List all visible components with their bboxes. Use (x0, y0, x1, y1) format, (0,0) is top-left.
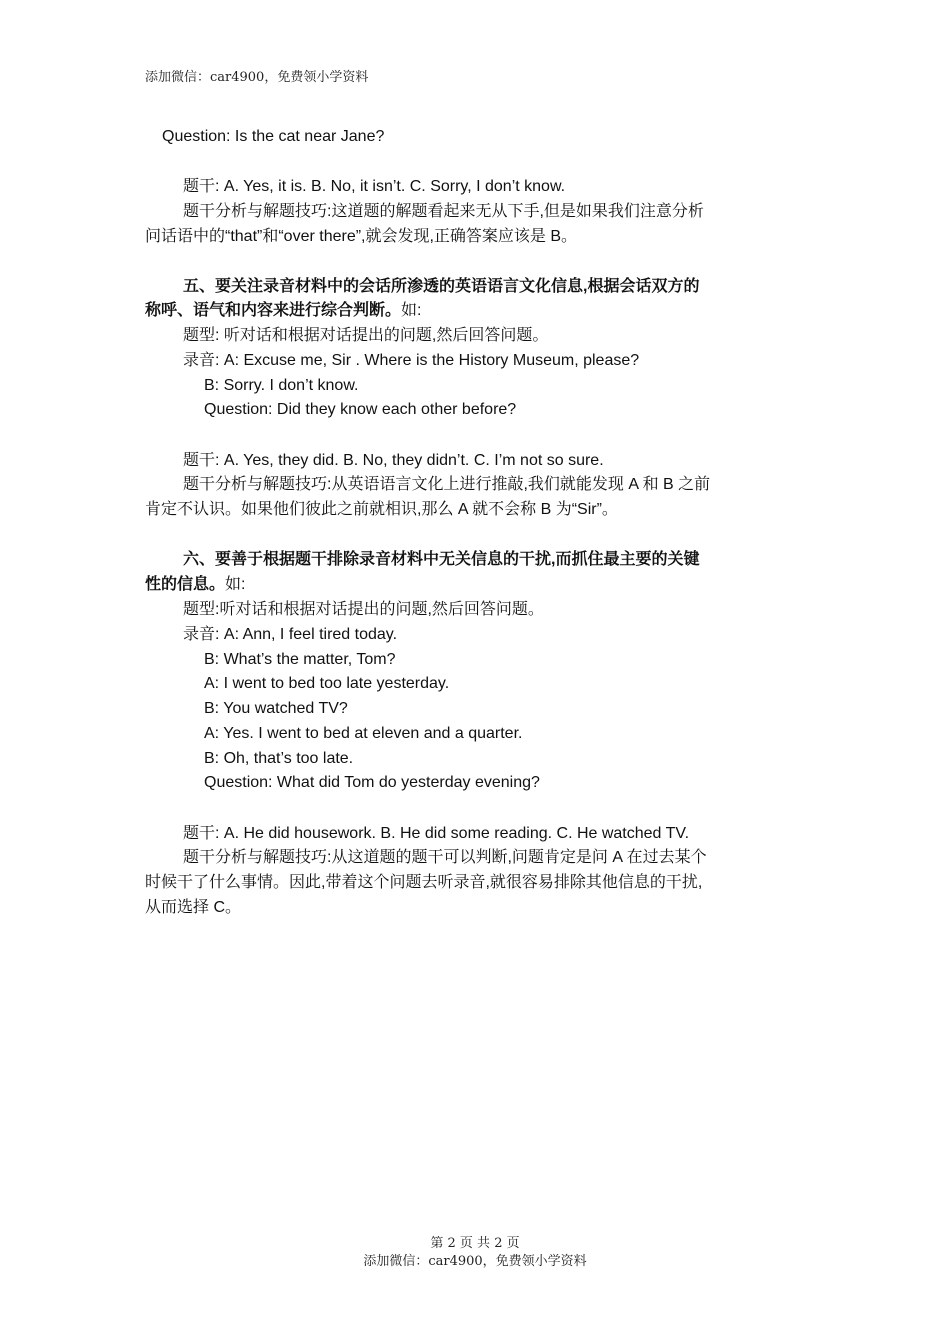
analysis-line: 题干分析与解题技巧:从这道题的题干可以判断,问题肯定是问 A 在过去某个 (183, 849, 707, 866)
question-type-line: 题型: 听对话和根据对话提出的问题,然后回答问题。 (183, 327, 549, 344)
dialogue-line: A: Yes. I went to bed at eleven and a quarter. (204, 725, 523, 742)
question-line: Question: Is the cat near Jane? (162, 128, 385, 145)
footer-note: 添加微信：car4900，免费领小学资料 (363, 1254, 587, 1269)
dialogue-line: B: You watched TV? (204, 700, 348, 717)
section-heading-6: 六、要善于根据题干排除录音材料中无关信息的干扰,而抓住最主要的关键 (183, 551, 700, 568)
analysis-line: 题干分析与解题技巧:从英语语言文化上进行推敲,我们就能发现 A 和 B 之前 (183, 476, 711, 493)
options-line: 题干: A. Yes, it is. B. No, it isn’t. C. Sorry, I don’t know. (183, 178, 566, 195)
analysis-line: 题干分析与解题技巧:这道题的解题看起来无从下手,但是如果我们注意分析 (183, 203, 704, 220)
header-note: 添加微信：car4900，免费领小学资料 (145, 70, 369, 85)
dialogue-line: B: What’s the matter, Tom? (204, 651, 396, 668)
options-line: 题干: A. He did housework. B. He did some reading. C. He watched TV. (183, 825, 690, 842)
analysis-line: 时候干了什么事情。因此,带着这个问题去听录音,就很容易排除其他信息的干扰, (145, 874, 703, 891)
analysis-line: 从而选择 C。 (145, 899, 242, 916)
recording-line: 录音: A: Excuse me, Sir . Where is the History Museum, please? (183, 352, 640, 369)
analysis-line: 问话语中的“that”和“over there”,就会发现,正确答案应该是 B。 (145, 228, 578, 245)
heading-text: 性的信息。 (145, 576, 226, 593)
heading-suffix: 如: (401, 302, 422, 319)
section-heading-5: 五、要关注录音材料中的会话所渗透的英语语言文化信息,根据会话双方的 (183, 278, 700, 295)
section-heading-5-cont (145, 301, 421, 321)
dialogue-line: B: Sorry. I don’t know. (204, 377, 359, 394)
heading-suffix: 如: (225, 576, 246, 593)
recording-line: 录音: A: Ann, I feel tired today. (183, 626, 398, 643)
heading-text: 称呼、语气和内容来进行综合判断。 (145, 302, 402, 319)
dialogue-line: A: I went to bed too late yesterday. (204, 675, 450, 692)
question-type-line: 题型:听对话和根据对话提出的问题,然后回答问题。 (183, 601, 544, 618)
question-line: Question: Did they know each other before? (204, 401, 517, 418)
options-line: 题干: A. Yes, they did. B. No, they didn’t. C. I’m not so sure. (183, 452, 604, 469)
analysis-line: 肯定不认识。如果他们彼此之前就相识,那么 A 就不会称 B 为“Sir”。 (145, 501, 618, 518)
section-heading-6-cont (145, 575, 245, 595)
page-number: 第 2 页 共 2 页 (430, 1236, 520, 1251)
dialogue-line: B: Oh, that’s too late. (204, 750, 354, 767)
question-line: Question: What did Tom do yesterday evening? (204, 774, 540, 791)
